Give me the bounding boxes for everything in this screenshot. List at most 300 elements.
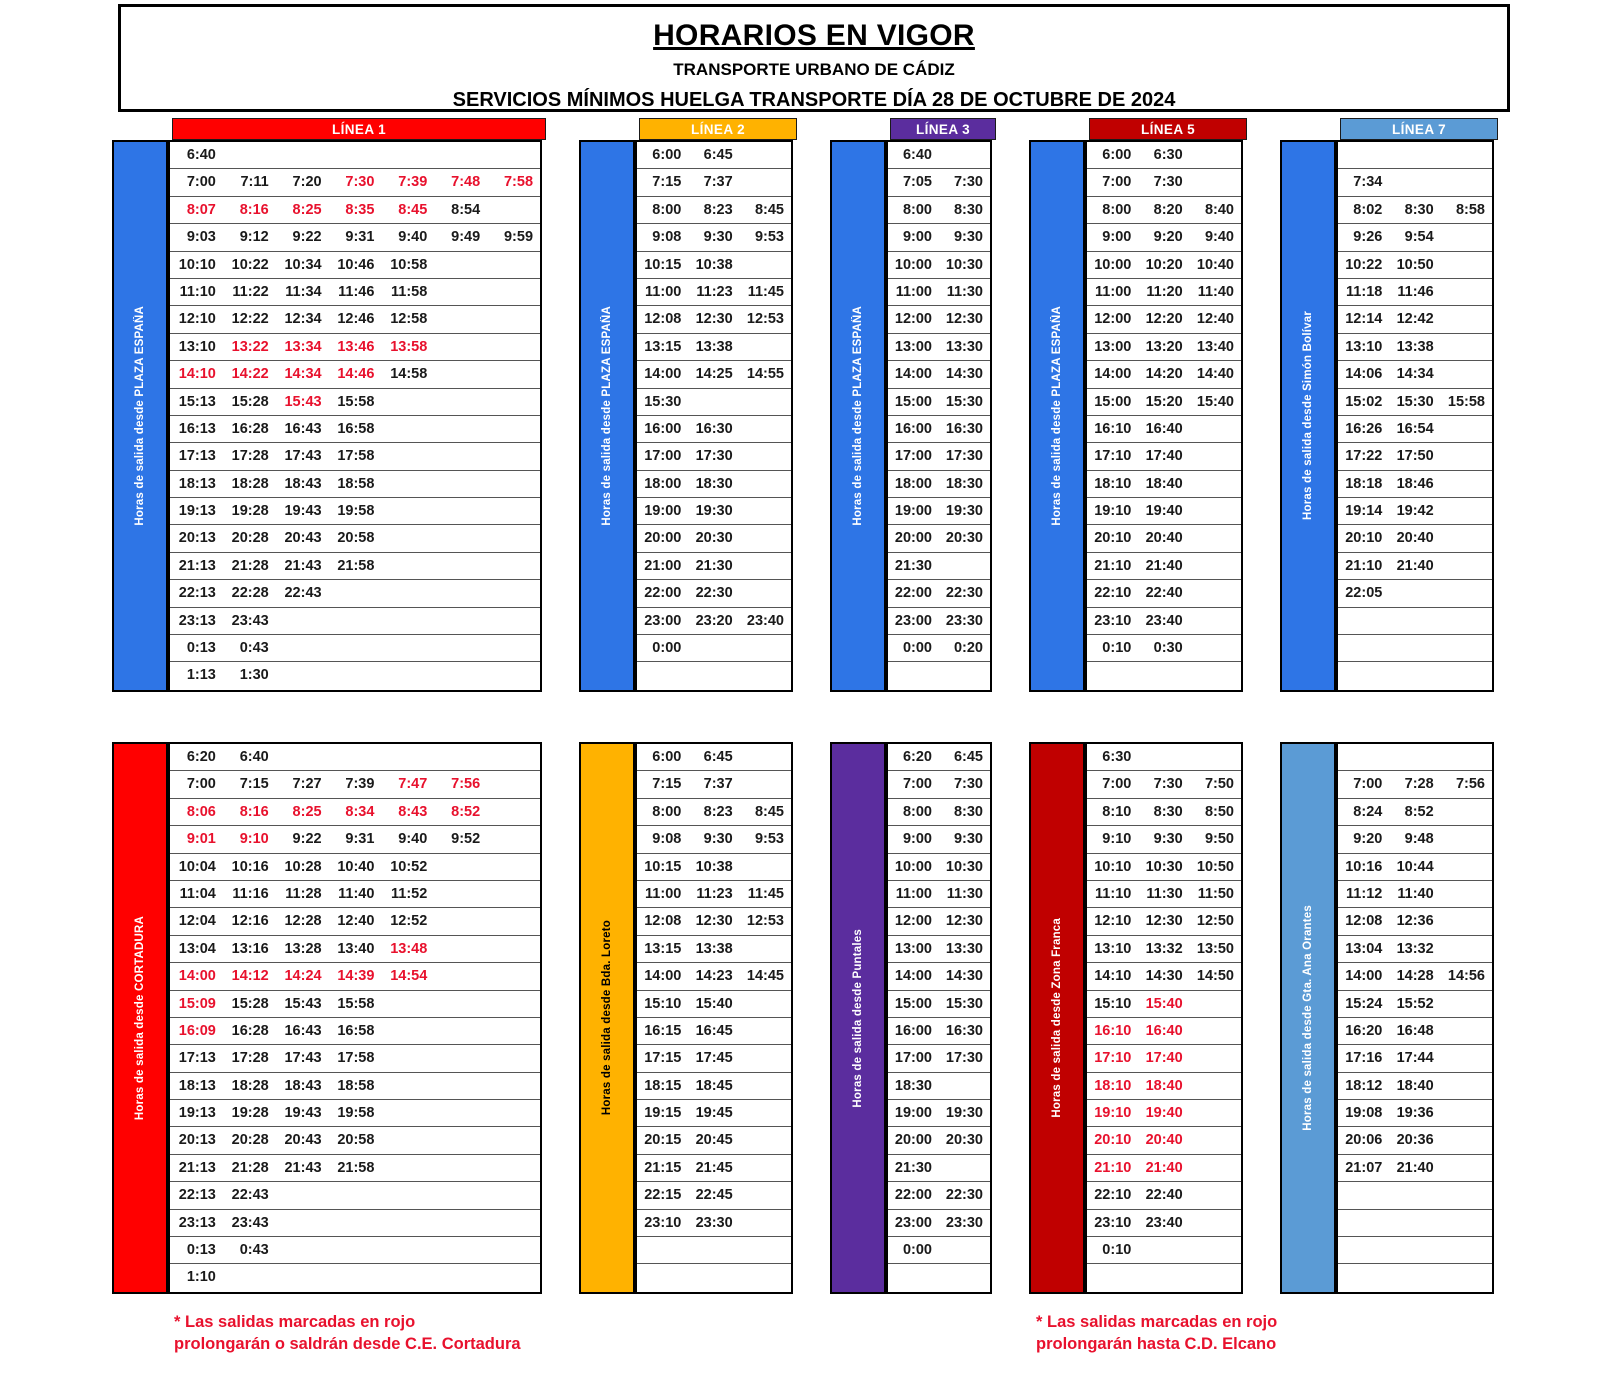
table-row bbox=[888, 635, 990, 662]
departure-grid bbox=[886, 742, 992, 1294]
departure-time-cell: 9:40 bbox=[1204, 229, 1234, 246]
departure-time-cell bbox=[740, 662, 791, 689]
departure-time-cell: 7:58 bbox=[503, 174, 534, 191]
departure-time-cell bbox=[1441, 1264, 1492, 1291]
departure-time-cell bbox=[1190, 471, 1241, 497]
departure-time-cell bbox=[434, 881, 487, 907]
departure-time-cell bbox=[487, 1155, 540, 1181]
departure-time-cell: 19:36 bbox=[1396, 1105, 1434, 1122]
departure-time-cell: 10:46 bbox=[337, 256, 375, 273]
departure-time-cell: 16:26 bbox=[1345, 420, 1383, 437]
departure-time-cell bbox=[487, 1045, 540, 1071]
departure-time-cell bbox=[939, 1237, 990, 1263]
departure-time-cell bbox=[740, 1100, 791, 1126]
departure-time-cell: 7:47 bbox=[398, 776, 428, 793]
departure-time-cell: 19:30 bbox=[945, 503, 983, 520]
departure-time-cell: 8:50 bbox=[1204, 803, 1234, 820]
departure-time-cell bbox=[434, 142, 487, 168]
table-row bbox=[1338, 662, 1492, 689]
departure-time-cell: 12:22 bbox=[231, 311, 269, 328]
table-row bbox=[637, 662, 791, 689]
table-row bbox=[170, 334, 540, 361]
departure-time-cell: 13:10 bbox=[1345, 338, 1383, 355]
departure-time-cell: 8:45 bbox=[754, 201, 784, 218]
departure-time-cell: 14:30 bbox=[1145, 968, 1183, 985]
departure-time-cell bbox=[1441, 1100, 1492, 1126]
departure-time-cell: 16:30 bbox=[695, 420, 733, 437]
departure-time-cell bbox=[1338, 1182, 1389, 1208]
table-row bbox=[170, 142, 540, 169]
table-row bbox=[888, 389, 990, 416]
table-row bbox=[1338, 1018, 1492, 1045]
departure-time-cell: 13:00 bbox=[894, 940, 932, 957]
departure-time-cell: 10:04 bbox=[178, 858, 216, 875]
departure-time-cell: 10:44 bbox=[1396, 858, 1434, 875]
departure-time-cell bbox=[740, 854, 791, 880]
departure-time-cell: 19:15 bbox=[644, 1105, 682, 1122]
table-row bbox=[1087, 608, 1241, 635]
departure-time-cell: 12:42 bbox=[1396, 311, 1434, 328]
departure-time-cell: 11:00 bbox=[1095, 283, 1132, 300]
departure-time-cell bbox=[434, 1073, 487, 1099]
departure-time-cell: 16:48 bbox=[1396, 1022, 1434, 1039]
departure-time-cell: 22:00 bbox=[894, 585, 932, 602]
departure-time-cell: 15:00 bbox=[894, 393, 932, 410]
table-row bbox=[1338, 416, 1492, 443]
departure-time-cell bbox=[740, 443, 791, 469]
departure-time-cell: 14:34 bbox=[284, 366, 322, 383]
table-row bbox=[1338, 826, 1492, 853]
departure-time-cell: 17:40 bbox=[1145, 448, 1183, 465]
departure-time-cell: 15:30 bbox=[945, 995, 983, 1012]
departure-time-cell bbox=[329, 608, 382, 634]
departure-time-cell: 11:46 bbox=[338, 283, 375, 300]
departure-time-cell bbox=[1441, 443, 1492, 469]
departure-time-cell bbox=[740, 936, 791, 962]
table-row bbox=[637, 1073, 791, 1100]
departure-time-cell bbox=[434, 936, 487, 962]
departure-time-cell: 22:10 bbox=[1094, 585, 1132, 602]
departure-time-cell: 17:00 bbox=[644, 448, 682, 465]
departure-time-cell: 14:34 bbox=[1396, 366, 1434, 383]
departure-time-cell: 11:10 bbox=[1095, 885, 1132, 902]
departure-time-cell: 13:58 bbox=[390, 338, 428, 355]
table-row bbox=[637, 334, 791, 361]
departure-time-cell: 6:45 bbox=[703, 749, 733, 765]
departure-time-cell: 11:30 bbox=[1146, 885, 1183, 902]
origin-bar bbox=[1280, 742, 1336, 1294]
table-row bbox=[637, 1018, 791, 1045]
departure-time-cell bbox=[1441, 1127, 1492, 1153]
departure-time-cell bbox=[1441, 826, 1492, 852]
table-row bbox=[1338, 142, 1492, 169]
departure-time-cell: 0:30 bbox=[1153, 640, 1183, 657]
departure-time-cell bbox=[487, 498, 540, 524]
departure-time-cell bbox=[740, 580, 791, 606]
departure-time-cell: 20:28 bbox=[231, 530, 269, 547]
departure-time-cell: 18:00 bbox=[644, 475, 682, 492]
departure-time-cell: 1:13 bbox=[186, 667, 216, 684]
table-row bbox=[1087, 744, 1241, 771]
departure-time-cell bbox=[1389, 1210, 1440, 1236]
departure-time-cell: 7:56 bbox=[1455, 776, 1485, 793]
departure-time-cell: 11:45 bbox=[747, 885, 784, 902]
departure-time-cell: 0:43 bbox=[239, 1242, 269, 1259]
departure-time-cell bbox=[740, 1045, 791, 1071]
departure-time-cell: 6:30 bbox=[1102, 749, 1132, 765]
departure-time-cell: 22:43 bbox=[284, 585, 322, 602]
departure-time-cell: 11:23 bbox=[696, 885, 733, 902]
departure-time-cell: 23:00 bbox=[644, 612, 682, 629]
table-row bbox=[888, 306, 990, 333]
table-row bbox=[170, 963, 540, 990]
departure-time-cell: 9:20 bbox=[1153, 229, 1183, 246]
departure-time-cell bbox=[1441, 224, 1492, 250]
departure-time-cell: 14:30 bbox=[945, 366, 983, 383]
departure-time-cell: 9:26 bbox=[1353, 229, 1383, 246]
departure-time-cell: 10:30 bbox=[1145, 858, 1183, 875]
departure-time-cell: 19:40 bbox=[1145, 1105, 1183, 1122]
departure-time-cell: 17:00 bbox=[894, 1050, 932, 1067]
departure-time-cell: 9:30 bbox=[703, 229, 733, 246]
departure-time-cell: 11:40 bbox=[1197, 283, 1234, 300]
table-row bbox=[1338, 279, 1492, 306]
departure-time-cell: 18:15 bbox=[644, 1077, 682, 1094]
table-row bbox=[1338, 608, 1492, 635]
departure-time-cell: 12:40 bbox=[337, 913, 375, 930]
departure-time-cell bbox=[381, 662, 434, 689]
departure-time-cell bbox=[329, 1182, 382, 1208]
departure-time-cell: 18:30 bbox=[945, 475, 983, 492]
departure-time-cell: 12:40 bbox=[1196, 311, 1234, 328]
departure-time-cell bbox=[1190, 498, 1241, 524]
table-row bbox=[1338, 1073, 1492, 1100]
departure-time-cell bbox=[1441, 361, 1492, 387]
departure-time-cell: 20:10 bbox=[1094, 1132, 1132, 1149]
departure-time-cell: 0:00 bbox=[652, 640, 682, 657]
departure-time-cell: 20:06 bbox=[1345, 1132, 1383, 1149]
line-group-línea-1 bbox=[112, 720, 546, 1294]
departure-time-cell: 15:58 bbox=[337, 393, 375, 410]
departure-time-cell: 6:20 bbox=[902, 749, 932, 765]
departure-time-cell bbox=[1190, 1182, 1241, 1208]
departure-time-cell bbox=[487, 991, 540, 1017]
table-row bbox=[1087, 1182, 1241, 1209]
departure-time-cell bbox=[487, 580, 540, 606]
departure-time-cell: 6:40 bbox=[239, 749, 269, 765]
departure-time-cell bbox=[939, 1264, 990, 1291]
table-row bbox=[1338, 771, 1492, 798]
departure-time-cell bbox=[1190, 525, 1241, 551]
departure-time-cell bbox=[1338, 662, 1389, 689]
table-row bbox=[1338, 1237, 1492, 1264]
departure-time-cell: 15:40 bbox=[1145, 995, 1183, 1012]
departure-time-cell bbox=[487, 306, 540, 332]
departure-time-cell: 14:54 bbox=[390, 968, 428, 985]
table-row bbox=[637, 1237, 791, 1264]
table-row bbox=[888, 991, 990, 1018]
departure-time-cell: 7:15 bbox=[239, 776, 269, 793]
departure-time-cell bbox=[1389, 744, 1440, 770]
departure-time-cell: 10:30 bbox=[945, 858, 983, 875]
table-row bbox=[1087, 1155, 1241, 1182]
departure-time-cell bbox=[381, 1018, 434, 1044]
departure-time-cell: 14:46 bbox=[337, 366, 375, 383]
departure-time-cell bbox=[1138, 1237, 1189, 1263]
departure-time-cell: 15:43 bbox=[284, 393, 322, 410]
departure-time-cell: 17:40 bbox=[1145, 1050, 1183, 1067]
line-group-línea-3 bbox=[830, 118, 996, 692]
departure-time-cell: 10:16 bbox=[1345, 858, 1383, 875]
departure-time-cell: 14:50 bbox=[1196, 968, 1234, 985]
table-row bbox=[170, 361, 540, 388]
departure-time-cell bbox=[487, 142, 540, 168]
table-row bbox=[1087, 334, 1241, 361]
departure-time-cell: 12:30 bbox=[695, 913, 733, 930]
departure-time-cell bbox=[487, 1127, 540, 1153]
table-row bbox=[170, 799, 540, 826]
table-row bbox=[637, 416, 791, 443]
departure-time-cell: 10:22 bbox=[231, 256, 269, 273]
table-row bbox=[637, 963, 791, 990]
table-row bbox=[1338, 525, 1492, 552]
departure-time-cell: 18:40 bbox=[1145, 475, 1183, 492]
departure-time-cell: 8:23 bbox=[703, 201, 733, 218]
departure-time-cell: 18:28 bbox=[231, 475, 269, 492]
departure-time-cell: 12:30 bbox=[945, 913, 983, 930]
table-row bbox=[170, 416, 540, 443]
departure-time-cell bbox=[487, 608, 540, 634]
departure-time-cell: 11:30 bbox=[946, 885, 983, 902]
departure-time-cell: 19:10 bbox=[1094, 1105, 1132, 1122]
origin-bar bbox=[1280, 140, 1336, 692]
departure-time-cell bbox=[688, 662, 739, 689]
departure-time-cell bbox=[740, 553, 791, 579]
table-row bbox=[637, 799, 791, 826]
departure-time-cell bbox=[740, 1264, 791, 1291]
departure-time-cell bbox=[381, 389, 434, 415]
departure-time-cell: 12:28 bbox=[284, 913, 322, 930]
departure-time-cell: 17:00 bbox=[894, 448, 932, 465]
departure-time-cell bbox=[381, 142, 434, 168]
departure-time-cell: 20:28 bbox=[231, 1132, 269, 1149]
departure-time-cell: 8:52 bbox=[451, 803, 481, 820]
departure-time-cell: 8:24 bbox=[1353, 803, 1383, 820]
table-row bbox=[1338, 498, 1492, 525]
departure-time-cell: 11:28 bbox=[285, 885, 322, 902]
departure-time-cell bbox=[434, 1264, 487, 1291]
departure-time-cell: 22:28 bbox=[231, 585, 269, 602]
departure-time-cell: 11:34 bbox=[285, 283, 322, 300]
departure-time-cell bbox=[329, 1210, 382, 1236]
departure-time-cell bbox=[740, 635, 791, 661]
departure-time-cell: 22:15 bbox=[644, 1187, 682, 1204]
table-row bbox=[170, 826, 540, 853]
departure-time-cell: 17:13 bbox=[178, 448, 216, 465]
departure-time-cell: 9:31 bbox=[345, 831, 375, 848]
departure-time-cell: 16:58 bbox=[337, 420, 375, 437]
table-row bbox=[170, 553, 540, 580]
table-row bbox=[888, 608, 990, 635]
departure-time-cell bbox=[434, 389, 487, 415]
departure-time-cell: 23:10 bbox=[1094, 1214, 1132, 1231]
table-row bbox=[637, 1127, 791, 1154]
table-row bbox=[170, 471, 540, 498]
departure-time-cell: 14:06 bbox=[1345, 366, 1383, 383]
table-row bbox=[888, 1018, 990, 1045]
departure-time-cell: 15:43 bbox=[284, 995, 322, 1012]
departure-time-cell: 17:28 bbox=[231, 448, 269, 465]
departure-time-cell bbox=[434, 580, 487, 606]
departure-time-cell bbox=[1441, 936, 1492, 962]
table-row bbox=[170, 169, 540, 196]
departure-time-cell: 21:13 bbox=[178, 557, 216, 574]
table-row bbox=[170, 1018, 540, 1045]
departure-time-cell: 8:02 bbox=[1353, 201, 1383, 218]
table-row bbox=[170, 580, 540, 607]
table-row bbox=[637, 1045, 791, 1072]
departure-time-cell: 15:02 bbox=[1345, 393, 1383, 410]
line-group-línea-7 bbox=[1280, 720, 1498, 1294]
departure-time-cell: 23:43 bbox=[231, 1214, 269, 1231]
departure-time-cell bbox=[487, 963, 540, 989]
departure-time-cell bbox=[487, 197, 540, 223]
departure-time-cell: 10:10 bbox=[178, 256, 216, 273]
departure-time-cell: 10:30 bbox=[945, 256, 983, 273]
departure-time-cell: 13:50 bbox=[1196, 940, 1234, 957]
departure-time-cell: 9:12 bbox=[239, 229, 269, 246]
departure-time-cell: 12:00 bbox=[1094, 311, 1132, 328]
table-row bbox=[170, 1155, 540, 1182]
table-row bbox=[637, 854, 791, 881]
departure-time-cell: 10:50 bbox=[1396, 256, 1434, 273]
departure-time-cell bbox=[434, 1127, 487, 1153]
departure-time-cell: 11:18 bbox=[1346, 283, 1383, 300]
departure-time-cell: 22:13 bbox=[178, 585, 216, 602]
departure-time-cell: 12:08 bbox=[644, 913, 682, 930]
departure-time-cell bbox=[1190, 142, 1241, 168]
table-row bbox=[170, 936, 540, 963]
origin-bar-label: Horas de salida desde CORTADURA bbox=[134, 915, 146, 1120]
table-row bbox=[888, 826, 990, 853]
departure-time-cell: 11:16 bbox=[232, 885, 269, 902]
departure-time-cell: 12:00 bbox=[894, 311, 932, 328]
departure-time-cell: 21:43 bbox=[284, 557, 322, 574]
departure-time-cell bbox=[1338, 142, 1389, 168]
departure-time-cell bbox=[487, 881, 540, 907]
table-row bbox=[1338, 252, 1492, 279]
departure-time-cell: 17:22 bbox=[1345, 448, 1383, 465]
departure-time-cell: 16:13 bbox=[178, 420, 216, 437]
origin-bar bbox=[830, 742, 886, 1294]
departure-time-cell bbox=[688, 389, 739, 415]
table-row bbox=[1338, 799, 1492, 826]
departure-time-cell bbox=[276, 744, 329, 770]
departure-time-cell: 10:10 bbox=[1094, 858, 1132, 875]
table-row bbox=[1087, 771, 1241, 798]
departure-time-cell: 18:30 bbox=[695, 475, 733, 492]
departure-time-cell bbox=[329, 142, 382, 168]
departure-time-cell bbox=[487, 826, 540, 852]
departure-time-cell bbox=[381, 1182, 434, 1208]
line-header-línea-3: LÍNEA 3 bbox=[890, 118, 996, 140]
departure-time-cell bbox=[329, 580, 382, 606]
departure-time-cell bbox=[1190, 416, 1241, 442]
line-group-línea-5 bbox=[1029, 118, 1247, 692]
table-row bbox=[170, 197, 540, 224]
departure-time-cell: 18:10 bbox=[1094, 475, 1132, 492]
departure-time-cell: 0:20 bbox=[953, 640, 983, 657]
departure-time-cell: 23:00 bbox=[894, 1214, 932, 1231]
departure-time-cell bbox=[487, 361, 540, 387]
table-row bbox=[637, 1155, 791, 1182]
departure-time-cell bbox=[1190, 1264, 1241, 1291]
departure-time-cell: 13:48 bbox=[390, 940, 428, 957]
departure-time-cell: 15:20 bbox=[1145, 393, 1183, 410]
departure-time-cell: 13:04 bbox=[1345, 940, 1383, 957]
departure-time-cell: 9:30 bbox=[953, 831, 983, 848]
departure-time-cell: 11:12 bbox=[1346, 885, 1383, 902]
departure-time-cell: 8:00 bbox=[902, 803, 932, 820]
departure-time-cell: 21:13 bbox=[178, 1159, 216, 1176]
timetable-block-top bbox=[112, 118, 1498, 692]
departure-time-cell: 16:10 bbox=[1094, 420, 1132, 437]
departure-time-cell: 14:00 bbox=[644, 968, 682, 985]
departure-time-cell: 17:50 bbox=[1396, 448, 1434, 465]
departure-time-cell: 12:58 bbox=[390, 311, 428, 328]
departure-time-cell: 19:10 bbox=[1094, 503, 1132, 520]
departure-time-cell bbox=[381, 744, 434, 770]
departure-time-cell: 14:28 bbox=[1396, 968, 1434, 985]
table-row bbox=[170, 279, 540, 306]
departure-time-cell bbox=[434, 1210, 487, 1236]
departure-time-cell bbox=[1441, 744, 1492, 770]
departure-time-cell: 13:00 bbox=[1094, 338, 1132, 355]
departure-time-cell: 12:14 bbox=[1345, 311, 1383, 328]
departure-time-cell: 18:43 bbox=[284, 475, 322, 492]
departure-time-cell bbox=[1190, 169, 1241, 195]
table-row bbox=[637, 1264, 791, 1291]
departure-time-cell: 7:11 bbox=[240, 174, 269, 191]
table-row bbox=[637, 580, 791, 607]
departure-time-cell bbox=[939, 142, 990, 168]
departure-time-cell bbox=[740, 334, 791, 360]
departure-time-cell: 7:30 bbox=[345, 174, 375, 191]
departure-time-cell bbox=[1190, 1155, 1241, 1181]
departure-time-cell: 13:28 bbox=[284, 940, 322, 957]
departure-time-cell bbox=[1441, 1073, 1492, 1099]
departure-time-cell bbox=[381, 991, 434, 1017]
departure-time-cell: 8:43 bbox=[398, 803, 428, 820]
departure-time-cell: 14:10 bbox=[1094, 968, 1132, 985]
departure-time-cell bbox=[434, 662, 487, 689]
table-row bbox=[1087, 1210, 1241, 1237]
departure-time-cell bbox=[434, 279, 487, 305]
table-row bbox=[1087, 279, 1241, 306]
departure-time-cell bbox=[381, 1100, 434, 1126]
departure-time-cell bbox=[1389, 142, 1440, 168]
departure-time-cell: 6:00 bbox=[652, 749, 682, 765]
table-row bbox=[1087, 1018, 1241, 1045]
departure-time-cell bbox=[487, 525, 540, 551]
departure-time-cell: 20:13 bbox=[178, 1132, 216, 1149]
departure-time-cell bbox=[1190, 553, 1241, 579]
departure-time-cell bbox=[1190, 744, 1241, 770]
departure-time-cell: 13:32 bbox=[1145, 940, 1183, 957]
table-row bbox=[170, 1237, 540, 1264]
departure-time-cell: 18:45 bbox=[695, 1077, 733, 1094]
departure-time-cell bbox=[939, 553, 990, 579]
